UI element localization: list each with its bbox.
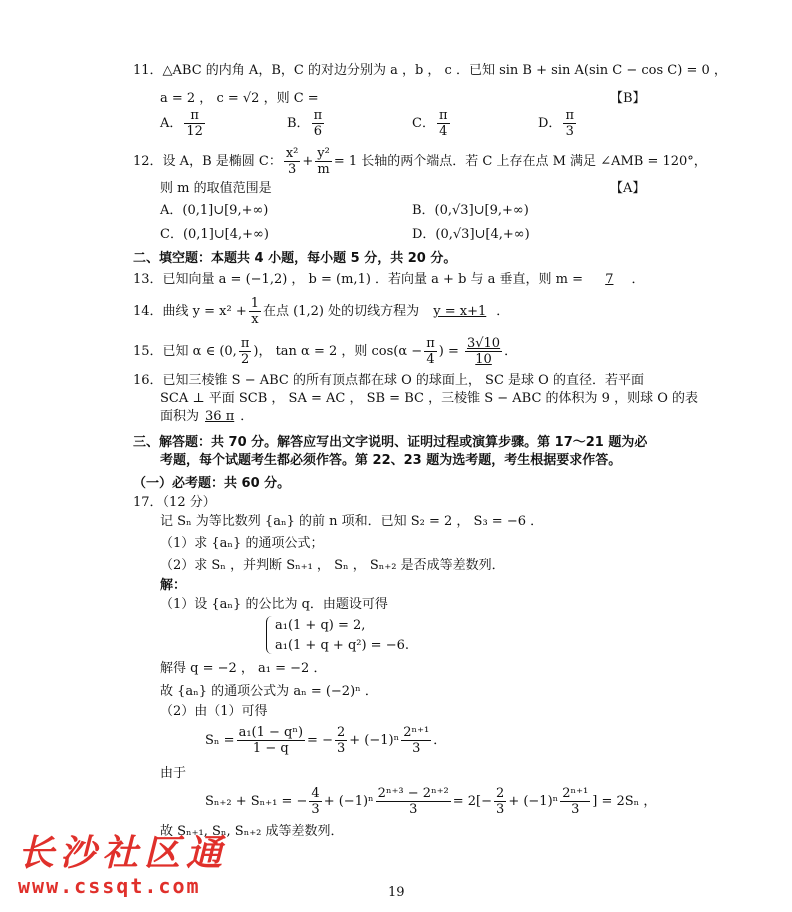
equation-sn: Sₙ = $\frac{\text{a₁(1 − qⁿ)}}{1 - q}$ = − $\frac{2}{3}$ + (−1)ⁿ $\frac{\text{2ⁿ⁺¹}}{3}$ ． — [205, 725, 447, 756]
q12-answer: 【A】 — [610, 181, 646, 196]
q14-answer: y = x+1 — [433, 304, 487, 319]
section2-heading: 二、填空题：本题共 4 小题，每小题 5 分，共 20 分。 — [133, 251, 457, 266]
solution-step5: 由于 — [160, 766, 187, 781]
q12-option-a: A．(0,1]∪[9,+∞) — [160, 203, 269, 218]
q16-line1: 16．已知三棱锥 S − ABC 的所有顶点都在球 O 的球面上， SC 是球 O 的直径．若平面 — [133, 373, 644, 388]
equation-sum: Sₙ₊₂ + Sₙ₊₁ = − $\frac{4}{3}$ + (−1)ⁿ $\frac{\text{2ⁿ⁺³ − 2ⁿ⁺²}}{3}$ = 2[− $\frac{2}{3}$ + (−1)ⁿ $\frac{\text{2ⁿ⁺¹}}{3}$ ] = 2Sₙ ， — [205, 786, 657, 817]
q12-option-b: B．(0,√3]∪[9,+∞) — [412, 203, 529, 218]
q12-option-c: C．(0,1]∪[4,+∞) — [160, 227, 269, 242]
q11-line1: 11．△ABC 的内角 A，B，C 的对边分别为 a ，b ， c ．已知 sin B + sin A(sin C − cos C) = 0 ， — [133, 63, 727, 78]
solution-conclusion: 故 Sₙ₊₁, Sₙ, Sₙ₊₂ 成等差数列． — [160, 824, 344, 839]
solution-step2: 解得 q = −2 ， a₁ = −2 ． — [160, 661, 327, 676]
q12-line1: 12．设 A，B 是椭圆 C： $\frac{\text{x²}}{3}$ + $\frac{\text{y²}}{m}$ = 1 长轴的两个端点．若 C 上存在点 M 满足 ∠AMB = 120°， — [133, 146, 707, 177]
subsection1-heading: （一）必考题：共 60 分。 — [133, 476, 291, 491]
q16-line2: SCA ⊥ 平面 SCB ， SA = AC ， SB = BC ，三棱锥 S − ABC 的体积为 9 ，则球 O 的表 — [160, 391, 698, 406]
system-brace — [266, 616, 273, 654]
q12-option-d: D．(0,√3]∪[4,+∞) — [412, 227, 530, 242]
q11-answer: 【B】 — [610, 91, 646, 106]
solution-label: 解： — [160, 578, 187, 593]
q11-option-c: C． $\frac{\pi}{4}$ — [412, 108, 448, 139]
q17-part1: （1）求 {aₙ} 的通项公式； — [160, 536, 324, 551]
q11-option-d: D． $\frac{\pi}{3}$ — [538, 108, 574, 139]
q17-title: 17．（12 分） — [133, 495, 216, 510]
q12-line2: 则 m 的取值范围是 — [160, 181, 272, 196]
q11-option-a: A． $\frac{\pi}{12}$ — [160, 108, 203, 139]
system-eq2: a₁(1 + q + q²) = −6. — [275, 638, 409, 653]
q14: 14．曲线 y = x² + $\frac{1}{x}$ 在点 (1,2) 处的切线方程为 y = x+1 ． — [133, 296, 510, 327]
watermark-url: www.cssqt.com — [18, 874, 201, 898]
solution-step1: （1）设 {aₙ} 的公比为 q．由题设可得 — [160, 597, 388, 612]
q15-answer: $\frac{3√10}{10}$ — [466, 336, 501, 367]
q16-line3: 面积为 36 π ． — [160, 409, 254, 424]
q17-part2: （2）求 Sₙ ，并判断 Sₙ₊₁ ， Sₙ ， Sₙ₊₂ 是否成等差数列． — [160, 558, 505, 573]
q16-answer: 36 π — [205, 409, 235, 424]
site-watermark — [18, 833, 229, 898]
section3-line2: 考题，每个试题考生都必须作答。第 22、23 题为选考题，考生根据要求作答。 — [160, 453, 622, 468]
watermark-name: 长沙社区通 — [18, 833, 229, 874]
section3-line1: 三、解答题：共 70 分。解答应写出文字说明、证明过程或演算步骤。第 17～21 题为必 — [133, 435, 648, 450]
q11-line2: a = 2 ， c = √2 ，则 C = — [160, 91, 319, 106]
solution-step4: （2）由（1）可得 — [160, 704, 268, 719]
q15: 15．已知 α ∈ (0, $\frac{\pi}{2}$ )， tan α = 2 ，则 cos(α − $\frac{\pi}{4}$ ) = $\frac{3√10}{10}$ ． — [133, 336, 518, 367]
q13-answer: 7 — [605, 272, 614, 287]
solution-step3: 故 {aₙ} 的通项公式为 aₙ = (−2)ⁿ ． — [160, 684, 378, 699]
system-eq1: a₁(1 + q) = 2, — [275, 618, 366, 633]
q13: 13．已知向量 a = (−1,2) ， b = (m,1) ．若向量 a + b 与 a 垂直，则 m = 7 ． — [133, 272, 645, 287]
q17-stem: 记 Sₙ 为等比数列 {aₙ} 的前 n 项和．已知 S₂ = 2 ， S₃ = −6 ． — [160, 514, 544, 529]
q11-option-b: B． $\frac{\pi}{6}$ — [287, 108, 323, 139]
page-number: 19 — [388, 885, 405, 900]
